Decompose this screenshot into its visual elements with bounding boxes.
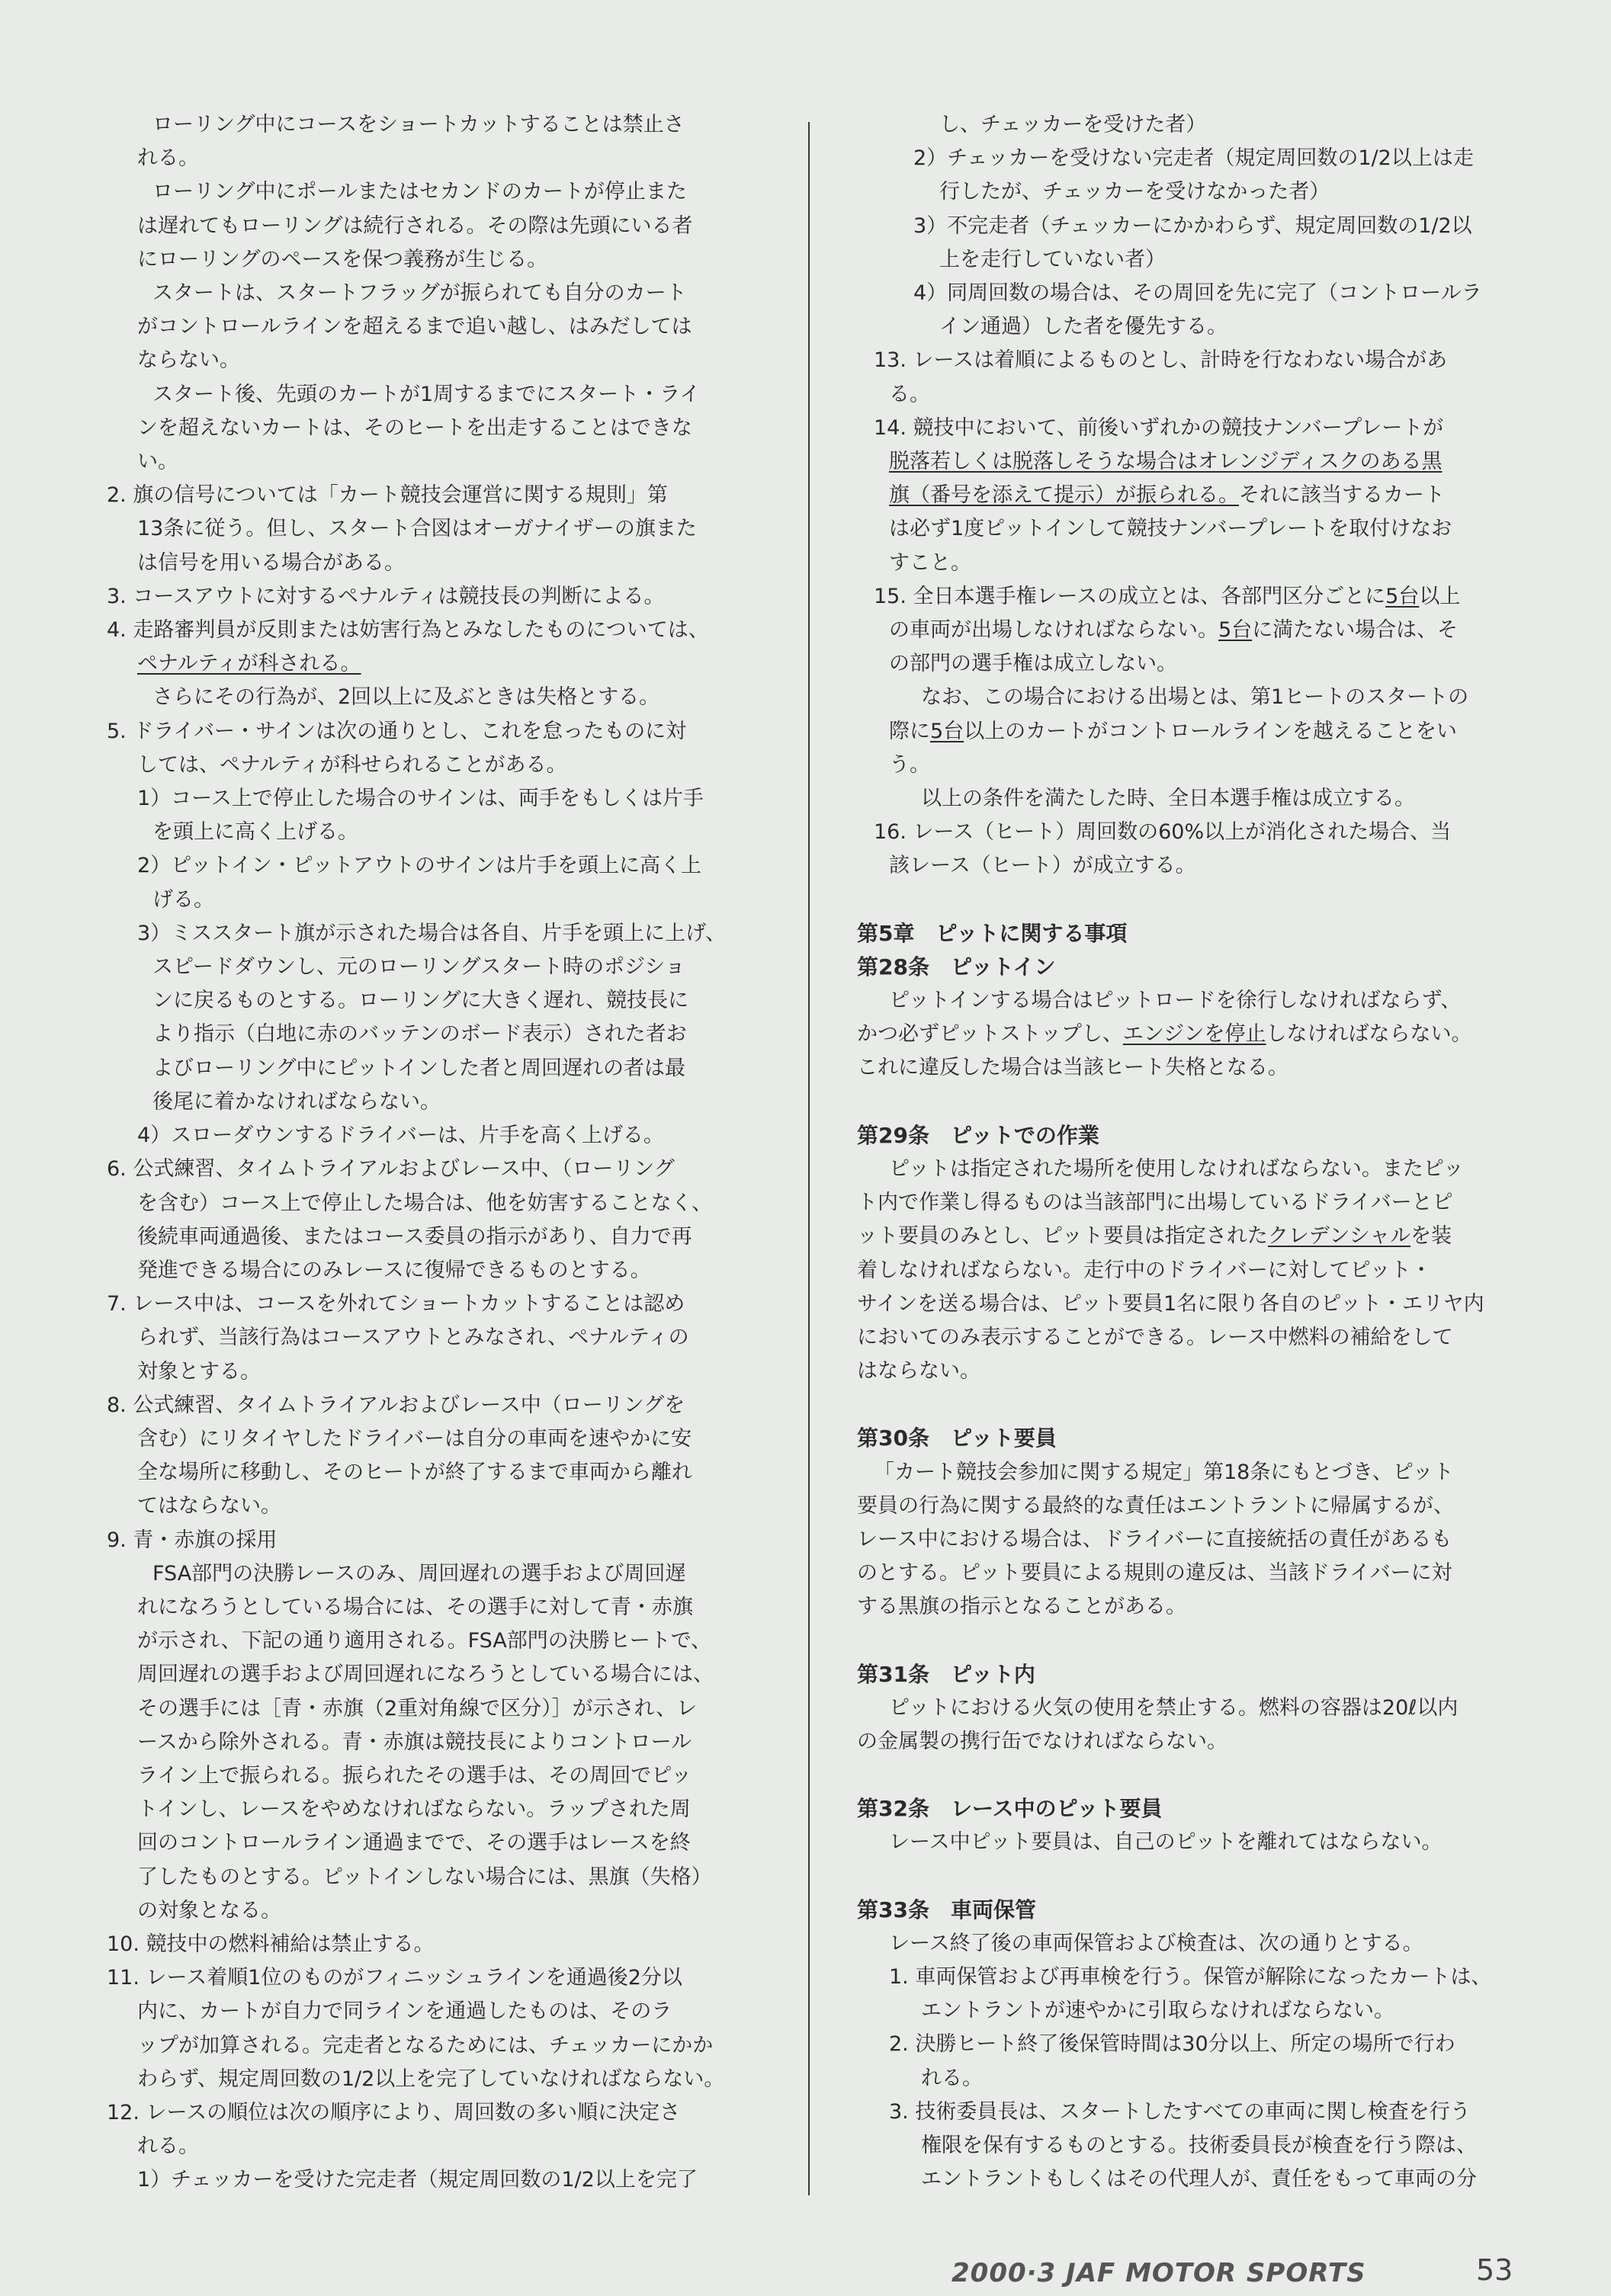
text-line: 4）スローダウンするドライバーは、片手を高く上げる。 [137,1124,664,1148]
section-heading: 第33条 車両保管 [857,1897,1036,1922]
text-line: 周回遅れの選手および周回遅れになろうとしている場合には、 [137,1663,714,1687]
text-line: のとする。ピット要員による規則の違反は、当該ドライバーに対 [857,1561,1452,1586]
text-line: しては、ペナルティが科せられることがある。 [137,752,567,777]
text-line: レース終了後の車両保管および検査は、次の通りとする。 [889,1931,1423,1955]
text-line: する黒旗の指示となることがある。 [857,1595,1186,1619]
text-line: 12. レースの順位は次の順序により、周回数の多い順に決定さ [107,2100,681,2124]
text-line: れる。 [137,2134,199,2159]
text-line: られず、当該行為はコースアウトとみなされ、ペナルティの [137,1326,689,1350]
text-line: 13条に従う。但し、スタート合図はオーガナイザーの旗また [137,517,697,541]
text-line: の金属製の携行缶でなければならない。 [857,1729,1228,1753]
text-line: 14. 競技中において、前後いずれかの競技ナンバープレートが [874,415,1444,440]
text-line: ト内で作業し得るものは当該部門に出場しているドライバーとピ [857,1191,1453,1215]
text-line: う。 [889,752,930,777]
section-gap [857,1860,1520,1894]
text-line: 旗（番号を添えて提示）が振られる。それに該当するカート [889,483,1445,508]
text-line: 11. レース着順1位のものがフィニッシュラインを通過後2分以 [107,1966,682,1990]
text-line: ペナルティが科される。 [137,652,361,676]
section-heading: 第5章 ピットに関する事項 [857,920,1128,946]
text-line: 15. 全日本選手権レースの成立とは、各部門区分ごとに5台以上 [874,584,1461,608]
text-line: を含む）コース上で停止した場合は、他を妨害することなく、 [137,1191,713,1215]
text-line: れになろうとしている場合には、その選手に対して青・赤旗 [137,1595,693,1619]
text-line: 着しなければならない。走行中のドライバーに対してピット・ [857,1258,1432,1282]
text-line: ローリング中にポールまたはセカンドのカートが停止また [152,180,687,204]
text-line: れる。 [137,146,199,171]
text-line: 「カート競技会参加に関する規定」第18条にもとづき、ピット [874,1460,1454,1484]
text-line: 4. 走路審判員が反則または妨害行為とみなしたものについては、 [107,618,709,643]
section-gap [857,1759,1520,1792]
text-line: 行したが、チェッカーを受けなかった者） [939,180,1330,204]
text-line: ならない。 [137,348,240,373]
section-gap [857,1388,1520,1422]
text-line: 全な場所に移動し、そのヒートが終了するまで車両から離れ [137,1461,692,1485]
text-line: イン通過）した者を優先する。 [939,315,1228,339]
text-line: 権限を保有するものとする。技術委員長が検査を行う際は、 [921,2133,1477,2157]
text-line: の部門の選手権は成立しない。 [889,652,1177,676]
text-line: 6. 公式練習、タイムトライアルおよびレース中、（ローリング [107,1157,675,1182]
right-column [857,108,1520,2196]
section-gap [857,883,1520,917]
text-line: エントラントもしくはその代理人が、責任をもって車両の分 [921,2167,1477,2192]
text-line: 13. レースは着順によるものとし、計時を行なわない場合があ [874,348,1448,373]
section-heading: 第32条 レース中のピット要員 [857,1796,1163,1822]
text-line: 7. レース中は、コースを外れてショートカットすることは認め [107,1292,685,1316]
text-line: 該レース（ヒート）が成立する。 [889,854,1196,878]
text-line: 1）チェッカーを受けた完走者（規定周回数の1/2以上を完了 [137,2168,698,2192]
text-line: 了したものとする。ピットインしない場合には、黒旗（失格） [137,1865,712,1889]
text-line: 以上の条件を満たした時、全日本選手権は成立する。 [921,787,1415,811]
text-line: はならない。 [857,1359,980,1384]
text-line: ローリング中にコースをショートカットすることは禁止さ [152,113,685,136]
text-line: は必ず1度ピットインして競技ナンバープレートを取付けなお [889,517,1452,541]
text-line: ンに戻るものとする。ローリングに大きく遅れ、競技長に [152,989,689,1013]
section-heading: 第30条 ピット要員 [857,1425,1057,1451]
text-line: ピットは指定された場所を使用しなければならない。またピッ [889,1156,1464,1181]
text-line: の車両が出場しなければならない。5台に満たない場合は、そ [889,618,1459,643]
text-line: 2）チェッカーを受けない完走者（規定周回数の1/2以上は走 [913,146,1474,171]
section-heading: 第29条 ピットでの作業 [857,1122,1099,1148]
section-gap [857,1624,1520,1658]
left-column [107,108,762,2198]
text-line: なお、この場合における出場とは、第1ヒートのスタートの [921,685,1469,710]
text-line: 3. コースアウトに対するペナルティは競技長の判断による。 [107,584,665,608]
text-line: にローリングのペースを保つ義務が生じる。 [137,247,548,271]
text-line: 2. 決勝ヒート終了後保管時間は30分以上、所定の場所で行わ [889,2032,1455,2057]
text-line: レース中における場合は、ドライバーに直接統括の責任があるも [857,1527,1452,1551]
column-divider [808,122,810,2195]
text-line: 4）同周回数の場合は、その周回を先に完了（コントロールラ [913,281,1482,306]
text-line: い。 [137,450,178,474]
text-line: 回のコントロールライン通過までで、その選手はレースを終 [137,1831,691,1855]
text-line: ースから除外される。青・赤旗は競技長によりコントロール [137,1730,692,1754]
text-line: わらず、規定周回数の1/2以上を完了していなければならない。 [137,2067,725,2091]
text-line: の対象となる。 [137,1898,281,1922]
text-line: スピードダウンし、元のローリングスタート時のポジショ [152,955,685,980]
text-line: さらにその行為が、2回以上に及ぶときは失格とする。 [152,685,660,710]
text-line: これに違反した場合は当該ヒート失格となる。 [857,1056,1288,1080]
text-line: 内に、カートが自力で同ラインを通過したものは、そのラ [137,1999,672,2024]
text-line: 1）コース上で停止した場合のサインは、両手をもしくは片手 [137,787,704,811]
magazine-footer: 2000·3 JAF MOTOR SPORTS [952,2258,1366,2288]
page-number: 53 [1476,2253,1513,2287]
text-line: 8. 公式練習、タイムトライアルおよびレース中（ローリングを [107,1393,685,1417]
text-line: サインを送る場合は、ピット要員1名に限り各自のピット・エリヤ内 [857,1291,1484,1316]
text-line: げる。 [152,887,214,912]
text-line: 上を走行していない者） [939,247,1166,271]
text-line: 脱落若しくは脱落しそうな場合はオレンジディスクのある黒 [889,450,1443,474]
text-line: ット要員のみとし、ピット要員は指定されたクレデンシャルを装 [857,1224,1452,1249]
text-line: る。 [889,382,930,406]
text-line: がコントロールラインを超えるまで追い越し、はみだしては [137,315,692,339]
text-line: ピットにおける火気の使用を禁止する。燃料の容器は20ℓ以内 [889,1695,1459,1720]
text-line: 際に5台以上のカートがコントロールラインを越えることをい [889,719,1457,743]
section-gap [857,1085,1520,1119]
text-line: エントラントが速やかに引取らなければならない。 [921,1999,1394,2023]
text-line: ライン上で振られる。振られたその選手は、その周回でピッ [137,1763,692,1788]
text-line: においてのみ表示することができる。レース中燃料の補給をして [857,1325,1453,1349]
text-line: ピットインする場合はピットロードを徐行しなければならず、 [889,989,1462,1013]
text-line: スタートは、スタートフラッグが振られても自分のカート [152,281,687,306]
text-line: 発進できる場合にのみレースに復帰できるものとする。 [137,1258,651,1282]
text-line: は遅れてもローリングは続行される。その際は先頭にいる者 [137,213,693,238]
text-line: 対象とする。 [137,1359,261,1384]
text-line: トインし、レースをやめなければならない。ラップされた周 [137,1797,691,1822]
text-line: し、チェッカーを受けた者） [939,113,1207,136]
text-line: レース中ピット要員は、自己のピットを離れてはならない。 [889,1830,1443,1855]
text-line: てはならない。 [137,1494,281,1518]
text-line: 10. 競技中の燃料補給は禁止する。 [107,1932,435,1956]
text-line: すこと。 [889,550,971,575]
text-line: は信号を用いる場合がある。 [137,550,405,575]
section-heading: 第28条 ピットイン [857,954,1056,980]
text-line: FSA部門の決勝レースのみ、周回遅れの選手および周回遅 [152,1561,686,1586]
text-line: が示され、下記の通り適用される。FSA部門の決勝ヒートで、 [137,1629,712,1653]
text-line: 3）不完走者（チェッカーにかかわらず、規定周回数の1/2以 [913,213,1472,238]
text-line: ンを超えないカートは、そのヒートを出走することはできな [137,415,692,440]
text-line: 含む）にリタイヤしたドライバーは自分の車両を速やかに安 [137,1426,692,1451]
text-line: 5. ドライバー・サインは次の通りとし、これを怠ったものに対 [107,719,687,743]
text-line: 3. 技術委員長は、スタートしたすべての車両に関し検査を行う [889,2099,1471,2124]
text-line: を頭上に高く上げる。 [152,820,358,845]
text-line: かつ必ずピットストップし、エンジンを停止しなければならない。 [857,1022,1472,1047]
text-line: 3）ミススタート旗が示された場合は各自、片手を頭上に上げ、 [137,921,727,945]
text-line: その選手には［青・赤旗（2重対角線で区分）］が示され、レ [137,1696,698,1720]
text-line: 16. レース（ヒート）周回数の60%以上が消化された場合、当 [874,820,1452,845]
text-line: スタート後、先頭のカートが1周するまでにスタート・ライ [152,382,701,406]
text-line: 1. 車両保管および再車検を行う。保管が解除になったカートは、 [889,1964,1492,1989]
text-line: 後尾に着かなければならない。 [152,1089,441,1114]
text-line: 2）ピットイン・ピットアウトのサインは片手を頭上に高く上 [137,854,701,878]
text-line: れる。 [921,2066,983,2090]
section-heading: 第31条 ピット内 [857,1661,1035,1687]
text-line: よびローリング中にピットインした者と周回遅れの者は最 [152,1056,686,1080]
text-line: より指示（白地に赤のバッテンのボード表示）された者お [152,1022,687,1047]
text-line: 2. 旗の信号については「カート競技会運営に関する規則」第 [107,483,668,508]
text-line: 後続車両通過後、またはコース委員の指示があり、自力で再 [137,1224,692,1249]
text-line: ップが加算される。完走者となるためには、チェッカーにかか [137,2033,714,2057]
text-line: 要員の行為に関する最終的な責任はエントラントに帰属するが、 [857,1493,1454,1518]
text-line: 9. 青・赤旗の採用 [107,1528,278,1552]
